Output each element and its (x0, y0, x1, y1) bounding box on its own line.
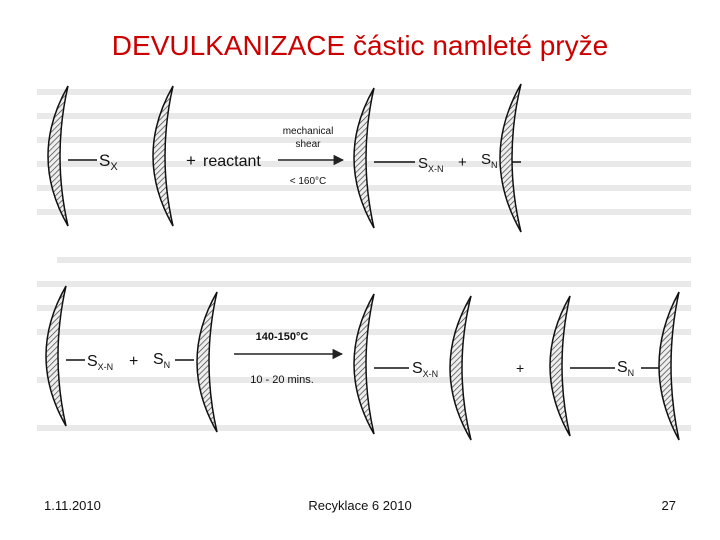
particle-left-row1-a (48, 86, 68, 226)
particle-mid-row2-b (450, 296, 471, 440)
arrow-label-top-1: mechanical (282, 126, 334, 137)
particle-left-row2-b (197, 292, 217, 432)
label-sn-row2-right: $S_N$ (617, 359, 635, 378)
label-sxn-row2-mid: $S_{X-N}$ (412, 360, 439, 379)
footer-center: Recyklace 6 2010 (308, 498, 412, 513)
arrow-label-bottom-row1: < 160°C (289, 176, 327, 187)
label-sx: $S_X$ (99, 151, 118, 173)
arrow-label-bottom-row2: 10 - 20 mins. (250, 374, 314, 386)
plus-row2-left: + (129, 353, 139, 370)
arrow-label-top-2: shear (295, 139, 321, 150)
label-sxn-row2-left: $S_{X-N}$ (87, 353, 114, 372)
particle-right-row1-a (354, 88, 374, 228)
plus-row1-right: + (458, 154, 467, 171)
devulcanization-diagram (37, 78, 691, 450)
particle-mid-row2 (354, 294, 374, 434)
page-number: 27 (661, 498, 676, 513)
particle-right-row2-a (550, 296, 570, 436)
slide-title: DEVULKANIZACE částic namleté pryže (111, 30, 609, 61)
label-sn-row1: $S_N$ (481, 151, 498, 170)
arrow-label-top-row2: 140-150°C (255, 331, 309, 343)
label-sxn-row1: $S_{X-N}$ (418, 155, 444, 174)
label-reactant: reactant (203, 153, 261, 170)
footer-date: 1.11.2010 (44, 498, 101, 513)
plus-row1: + (186, 151, 196, 170)
particle-left-row1-b (153, 86, 173, 226)
plus-row2-right: + (516, 360, 525, 376)
label-sn-row2-left: $S_N$ (153, 351, 171, 370)
particle-right-row2-b (659, 292, 679, 440)
